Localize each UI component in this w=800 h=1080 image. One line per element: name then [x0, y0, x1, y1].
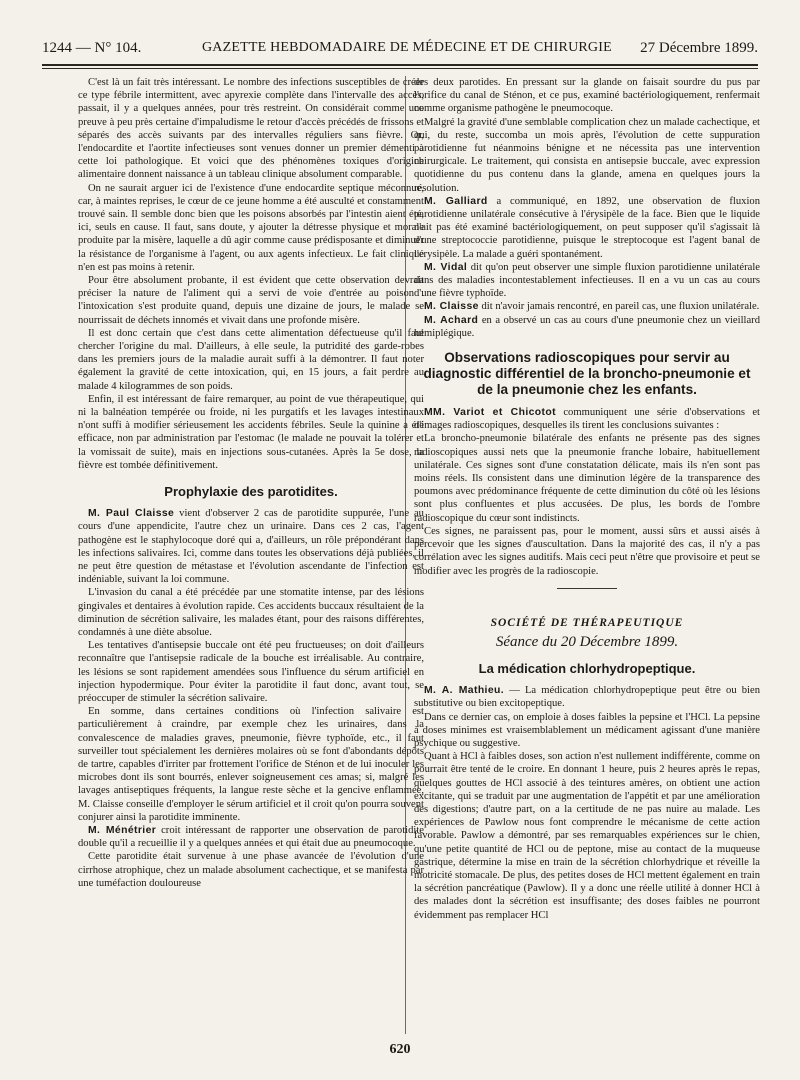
speaker-text: en a observé un cas au cours d'une pneumonie chez un vieillard hémiplégique.: [414, 314, 760, 339]
speaker-text: — La médication chlorhydropeptique peut être ou bien substitutive ou bien excitopeptique.: [414, 685, 760, 710]
speaker-name: MM. Variot et Chicotot: [424, 407, 556, 419]
speaker-text: vient d'observer 2 cas de parotidite suppurée, l'une au cours d'une appendicite, l'autre chez un urinaire. Dans ces 2 cas, l'agent pathogène est le staphylocoque doré qui a, d'ailleurs, un rôle prépondérant dans les infections salivaires. Ici, comme dans toutes les observations déjà publiées, il ne peut être question de métastase et l'évolution ascendante de l'infection est indéniable, suivant la loi commune.: [78, 508, 424, 586]
speaker-name: M. Vidal: [424, 261, 468, 273]
paragraph: Enfin, il est intéressant de faire remarquer, au point de vue thérapeutique, qui ni la balnéation tempérée ou froide, ni les purgatifs et les lavages intestinaux n'ont suffi à modifier sérieusement les accidents fébriles. Seule la quinine a été efficace, non par administration par l'estomac (le malade ne pouvait la tolérer et la vomissait de suite), mais en injections sous-cutanées. Après la 5e dose, la fièvre est tombée définitivement.: [78, 393, 424, 471]
journal-title: GAZETTE HEBDOMADAIRE DE MÉDECINE ET DE CHIRURGIE: [202, 40, 612, 55]
paragraph: Cette parotidite était survenue à une phase avancée de l'évolution d'une cirrhose atrophique, chez un malade absolument cachectique, et se manifesta par une tuméfaction douloureuse: [78, 851, 424, 889]
right-column: [414, 76, 760, 1036]
speaker-text: a communiqué, en 1892, une observation de fluxion parotidienne unilatérale consécutive à l'érysipèle de la face. Bien que le liquide n'ait pas été examiné bactériologiquement, on peut supposer qu'il s'agissait là d'une streptococcie parotidienne, puisque le streptocoque est l'agent banal de l'érysipèle. La malade a guéri spontanément.: [414, 195, 760, 260]
speaker-name: M. A. Mathieu.: [424, 685, 505, 697]
section-title-parotidites: Prophylaxie des parotidites.: [164, 484, 338, 500]
paragraph: des deux parotides. En pressant sur la glande on faisait sourdre du pus par l'orifice du canal de Sténon, et ce pus, examiné bactériologiquement, renfermait comme organisme pathogène le pneumocoque.: [414, 77, 760, 115]
paragraph: Il est donc certain que c'est dans cette alimentation défectueuse qu'il faut chercher l'origine du mal. D'ailleurs, à elle seule, la putridité des garde-robes dans les premiers jours de la maladie aurait suffi à la démontrer. Il faut noter également la gravité de cette intoxication, qui, en 15 jours, a fait perdre au malade 4 kilogrammes de son poids.: [78, 327, 424, 392]
speaker-text: dit qu'on peut observer une simple fluxion parotidienne unilatérale dans des maladies incontestablement infectieuses. Il en a vu un cas au cours d'une fièvre typhoïde.: [414, 261, 760, 300]
paragraph-galliard: [414, 195, 760, 261]
issue-date: 27 Décembre 1899.: [640, 40, 758, 56]
paragraph: Malgré la gravité d'une semblable complication chez un malade cachectique, et qui, du reste, succomba un mois après, l'évolution de cette suppuration parotidienne fut néanmoins bénigne et ne nécessita pas une intervention chirurgicale. Le traitement, qui consista en antisepsie buccale, avec expression quotidienne du pus contenu dans la glande, amena en quelques jours la résolution.: [414, 116, 760, 194]
section-separator: [557, 588, 617, 589]
paragraph-mathieu: [414, 684, 760, 710]
paragraph: Dans ce dernier cas, on emploie à doses faibles la pepsine et l'HCl. La pepsine à doses minimes est vraisemblablement un médicament agissant d'une manière psychique ou suggestive.: [414, 711, 760, 749]
paragraph: On ne saurait arguer ici de l'existence d'une endocardite septique méconnue, car, à maintes reprises, le cœur de ce jeune homme a été ausculté et constamment trouvé sain. Il semble donc bien que les poisons absorbés par l'intestin aient été, ici, seuls en cause. Il faut, sans doute, y ajouter la détresse physique et morale produite par la misère, laquelle a dû agir comme cause prédisposante et diminuer la résistance de l'organisme à l'agent, ou aux agents infectieux. Le fait clinique n'en est pas moins à retenir.: [78, 182, 424, 273]
speaker-text: dit n'avoir jamais rencontré, en pareil cas, une fluxion unilatérale.: [481, 301, 760, 313]
paragraph: Ces signes, ne paraissent pas, pour le moment, aussi sûrs et aussi aisés à percevoir que les signes d'auscultation. Dans la majorité des cas, il n'y a pas corrélation avec les signes auditifs. Mais ceci peut n'être que provisoire et peut se modifier avec les progrès de la radioscopie.: [414, 525, 760, 577]
header-rule: [42, 68, 758, 69]
paragraph-vidal: [414, 261, 760, 301]
page-folio: 620: [389, 1042, 411, 1057]
section-title-medication: La médication chlorhydropeptique.: [478, 661, 696, 677]
speaker-name: M. Achard: [424, 314, 479, 326]
paragraph-variot: [414, 406, 760, 432]
society-heading: SOCIÉTÉ DE THÉRAPEUTIQUE: [490, 616, 684, 629]
paragraph: C'est là un fait très intéressant. Le nombre des infections susceptibles de créer ce type fébrile intermittent, avec apyrexie complète dans l'intervalle des accès, passait, il y a quelques années, pour très restreint. On considérait comme une preuve à peu près certaine d'impaludisme le retour d'accès précédés de frissons et séparés des accès suivants par des intervalles réguliers sans fièvre. Or, l'endocardite et l'aortite infectieuses sont venues donner un premier démenti à cette loi pathologique. Et voici que des phénomènes toxiques d'origine alimentaire donnent naissance à un tableau clinique absolument comparable.: [78, 77, 424, 181]
speaker-name: M. Ménétrier: [88, 824, 157, 836]
speaker-text: croit intéressant de rapporter une observation de parotidite double qu'il a recueillie il y a quelques années et qui était due au pneumocoque.: [78, 824, 424, 850]
page-header: [42, 38, 758, 66]
session-date: Séance du 20 Décembre 1899.: [495, 633, 679, 650]
paragraph: Pour être absolument probante, il est évident que cette observation devrait préciser la nature de l'aliment qui a servi de voie d'entrée au poison : l'intoxication s'est produite quand, depuis une dizaine de jours, le malade se nourrissait de déchets innomés et vivait dans une profonde misère.: [78, 275, 424, 326]
paragraph-claisse-2: [414, 300, 760, 313]
speaker-text: communiquent une série d'observations et d'images radioscopiques, desquelles ils tirent les conclusions suivantes :: [414, 407, 760, 432]
paragraph: La broncho-pneumonie bilatérale des enfants ne présente pas des signes radioscopiques aussi nets que la pneumonie franche lobaire, habituellement unilatérale. Ces signes sont d'une constatation délicate, mais ils n'en sont pas moins réels. Ils consistent dans une diminution légère de la transparence des poumons avec prédominance fréquente de cette diminution du côté où les lésions sont plus confluentes et plus accusées. De plus, les bords de l'ombre radioscopique du cœur sont indistincts.: [414, 433, 760, 524]
paragraph: L'invasion du canal a été précédée par une stomatite intense, par des lésions gingivales et dentaires à évolution rapide. Ces accidents buccaux résultaient de la diminution de sécrétion salivaire, les malades étant, pour des raisons différentes, condamnés à une diète absolue.: [78, 587, 424, 638]
section-title-radioscopie: Observations radioscopiques pour servir au diagnostic différentiel de la broncho-pneumonie et de la pneumonie chez les enfants.: [423, 350, 751, 398]
left-column: [78, 76, 424, 1036]
speaker-name: M. Claisse: [424, 301, 479, 313]
paragraph-achard: [414, 314, 760, 340]
page-number: 1244 — N° 104.: [42, 40, 142, 56]
speaker-name: M. Galliard: [424, 195, 488, 207]
paragraph: En somme, dans certaines conditions où l'infection salivaire est particulièrement à craindre, par exemple chez les urinaires, dans la convalescence de maladies graves, pneumonie, fièvre typhoïde, etc., il faut surveiller tout spécialement les dernières molaires où se font d'abondants dépôts de tartre, capables d'irriter par frottement l'orifice de Sténon et de lui inoculer les microbes dont ils sont bourrés, enlever soigneusement ces amas; si, malgré les lavages antiseptiques fréquents, la langue reste sèche et la gencive enflammée, M. Claisse conseille d'employer le sérum artificiel et il croit qu'on pourra souvent conjurer ainsi la parotidite imminente.: [78, 706, 424, 823]
paragraph: Quant à HCl à faibles doses, son action n'est nullement indifférente, comme on pourrait être tenté de le croire. En donnant 1 heure, puis 2 heures après le repas, quelques gouttes de HCl associé à des teintures amères, on obtient une action excitante, qui se traduit par une augmentation de l'appétit et par une amélioration des digestions; d'autre part, on a la certitude de ne pas nuire au malade. Les expériences de Pawlow nous font comprendre le mécanisme de cette action favorable. Pawlow a démontré, par ses remarquables expériences sur le chien, qu'une petite quantité de HCl ou de peptone, mise au contact de la muqueuse gastrique, détermine la mise en train de la sécrétion chlorhydrique et réveille la motricité stomacale. De plus, des petites doses de HCl mettent également en train la sécrétion pancréatique (Pawlow). Il y a donc une réelle utilité à donner HCl à des malades dont la sécrétion est insuffisante; des doses faibles ne pourront évidemment pas remplacer HCl: [414, 751, 760, 921]
paragraph-menetrier: [78, 824, 424, 850]
paragraph: Les tentatives d'antisepsie buccale ont été peu fructueuses; on doit d'ailleurs reconnaître que l'antisepsie radicale de la bouche est irréalisable. Au contraire, les lésions se sont rapidement amendées sous l'influence du sérum artificiel en injection hypodermique. Pour éviter la parotidite il faut donc, avant tout, se préoccuper de stimuler la sécrétion salivaire.: [78, 640, 424, 704]
paragraph-claisse: [78, 507, 424, 586]
speaker-name: M. Paul Claisse: [88, 508, 175, 520]
